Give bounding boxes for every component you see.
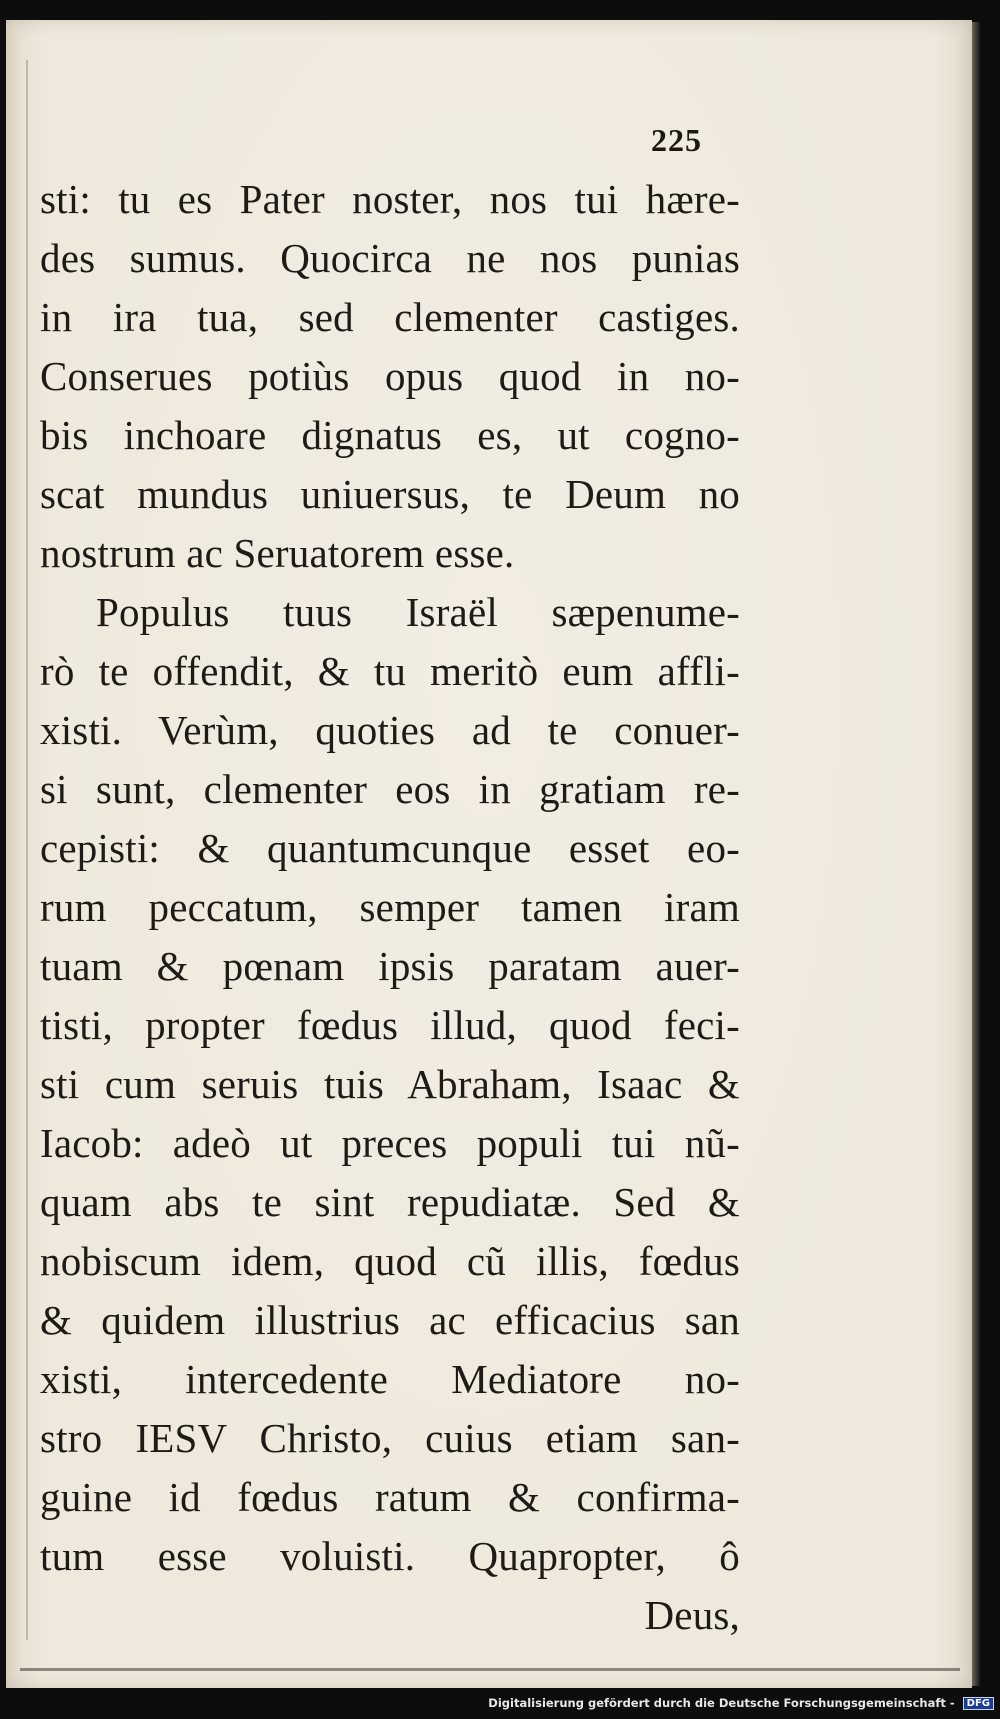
bottom-rule — [20, 1668, 960, 1671]
text-line: in ira tua, sed clementer castiges. — [40, 294, 740, 340]
page-number: 225 — [651, 122, 702, 158]
text-line: si sunt, clementer eos in gratiam re- — [40, 766, 740, 812]
text-line: bis inchoare dignatus es, ut cogno- — [40, 412, 740, 458]
text-line: nostrum ac Seruatorem esse. — [40, 530, 515, 576]
text-line: rum peccatum, semper tamen iram — [40, 884, 740, 930]
catchword: Deus, — [644, 1592, 740, 1638]
text-line: guine id fœdus ratum & confirma- — [40, 1474, 740, 1520]
text-line: Iacob: adeò ut preces populi tui nũ- — [40, 1120, 740, 1166]
text-line: stro IESV Christo, cuius etiam san- — [40, 1415, 740, 1461]
text-line: scat mundus uniuersus, te Deum no — [40, 471, 740, 517]
text-line: tum esse voluisti. Quapropter, ô — [40, 1533, 740, 1579]
text-line: des sumus. Quocirca ne nos punias — [40, 235, 740, 281]
page-edge-shadow — [972, 22, 980, 1686]
text-line: Populus tuus Israël sæpenume- — [96, 589, 740, 635]
text-line: & quidem illustrius ac efficacius san — [40, 1297, 740, 1343]
text-line: xisti, intercedente Mediatore no- — [40, 1356, 740, 1402]
text-line: sti: tu es Pater noster, nos tui hære- — [40, 176, 740, 222]
text-line: tuam & pœnam ipsis paratam auer- — [40, 943, 740, 989]
text-line: nobiscum idem, quod cũ illis, fœdus — [40, 1238, 740, 1284]
text-line: xisti. Verùm, quoties ad te conuer- — [40, 707, 740, 753]
text-line: cepisti: & quantumcunque esset eo- — [40, 825, 740, 871]
text-line: Conserues potiùs opus quod in no- — [40, 353, 740, 399]
body-text — [40, 170, 740, 1645]
dfg-logo: DFG — [963, 1697, 994, 1710]
book-page — [6, 20, 972, 1688]
text-line: quam abs te sint repudiatæ. Sed & — [40, 1179, 740, 1225]
text-line: rò te offendit, & tu meritò eum affli- — [40, 648, 740, 694]
gutter-line — [26, 60, 28, 1640]
credit-text: Digitalisierung gefördert durch die Deutsche Forschungsgemeinschaft - — [488, 1696, 955, 1710]
text-line: sti cum seruis tuis Abraham, Isaac & — [40, 1061, 740, 1107]
text-line: tisti, propter fœdus illud, quod feci- — [40, 1002, 740, 1048]
digitization-credit — [0, 1696, 994, 1710]
